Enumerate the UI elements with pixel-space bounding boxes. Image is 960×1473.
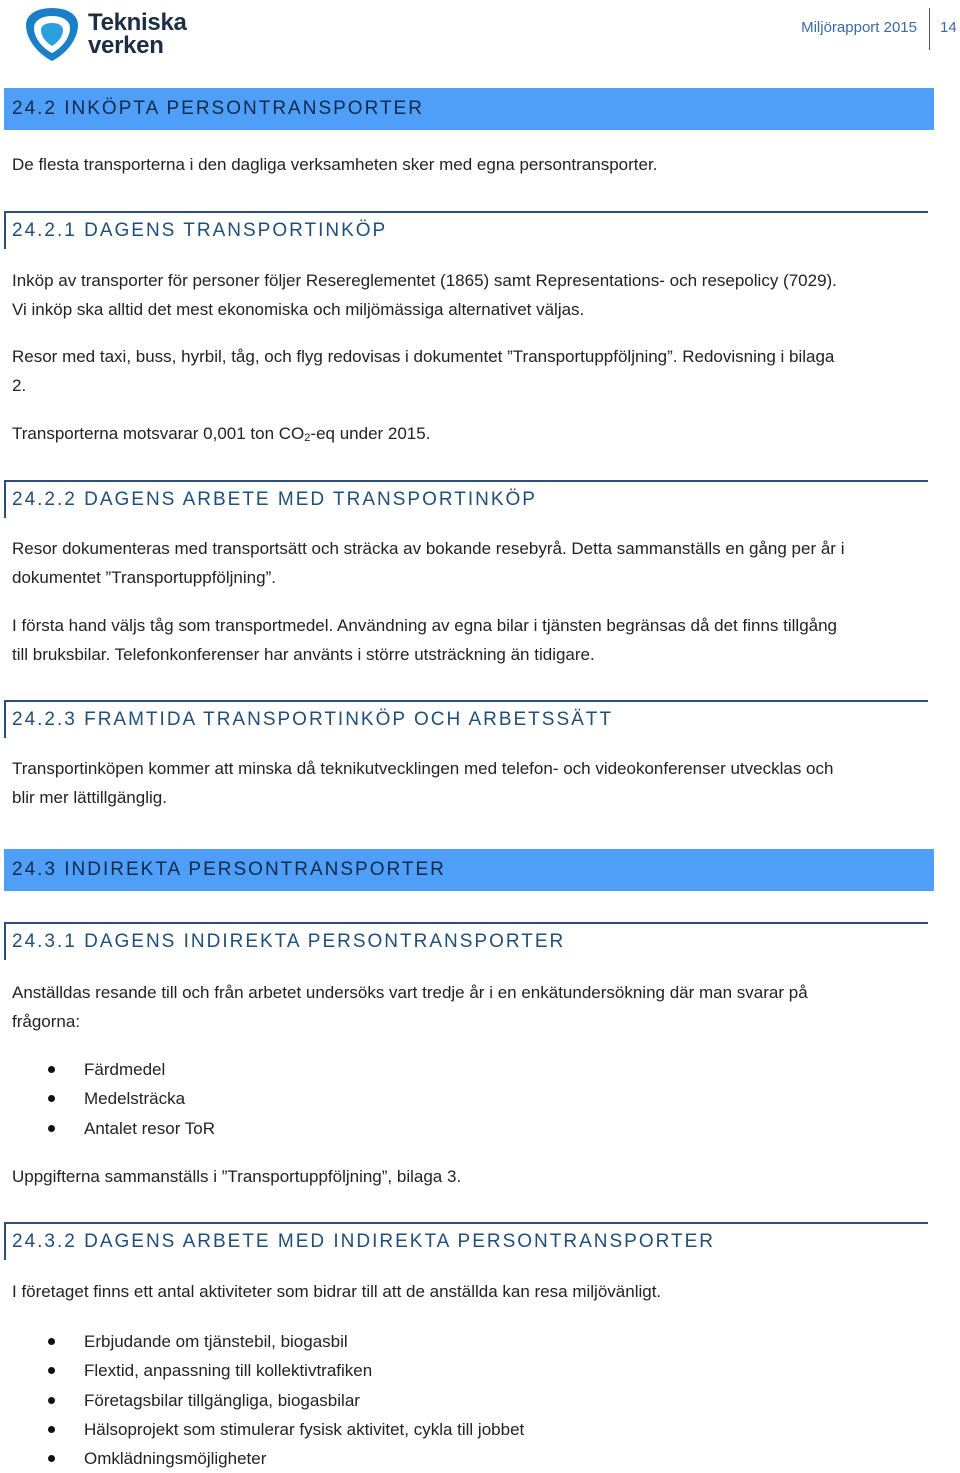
- paragraph-line: 2.: [12, 376, 27, 395]
- paragraph-line: Resor med taxi, buss, hyrbil, tåg, och flyg redovisas i dokumentet ”Transportuppföljning”. Redovisning i bilaga: [12, 347, 835, 366]
- co2-paragraph: Transporterna motsvarar 0,001 ton $CO_2-eq$ under 2015.: [12, 424, 431, 444]
- paragraph-line: dokumentet ”Transportuppföljning”.: [12, 568, 276, 587]
- paragraph: Uppgifterna sammanställs i ”Transportuppföljning”, bilaga 3.: [12, 1167, 462, 1186]
- logo-wordmark: Tekniska verken: [88, 9, 187, 59]
- bullet-icon: [48, 1338, 55, 1345]
- paragraph: [12, 342, 922, 400]
- tekniska-verken-logo: [22, 5, 202, 63]
- report-title: Miljörapport 2015: [801, 19, 917, 36]
- paragraph-line: Resor dokumenteras med transportsätt och sträcka av bokande resebyrå. Detta sammanställs en gång per år i: [12, 539, 845, 558]
- paragraph: [12, 611, 922, 669]
- paragraph-line: Inköp av transporter för personer följer Resereglementet (1865) samt Representations- och resepolicy (7029).: [12, 271, 837, 290]
- section-heading-24-2: 24.2 INKÖPTA PERSONTRANSPORTER: [4, 88, 934, 130]
- bullet-icon: [48, 1125, 55, 1132]
- paragraph: [12, 266, 922, 324]
- paragraph: [12, 754, 922, 812]
- bullet-icon: [48, 1455, 55, 1462]
- paragraph: [12, 978, 922, 1036]
- subsection-heading-24-3-1: 24.3.1 DAGENS INDIREKTA PERSONTRANSPORTER: [4, 922, 928, 960]
- bullet-icon: [48, 1066, 55, 1073]
- paragraph-line: blir mer lättillgänglig.: [12, 788, 167, 807]
- paragraph-line: I första hand väljs tåg som transportmedel. Användning av egna bilar i tjänsten begränsas då det finns tillgång: [12, 616, 838, 635]
- page-header: [0, 0, 960, 70]
- page-number: 14: [940, 19, 957, 36]
- paragraph-line: till bruksbilar. Telefonkonferenser har använts i större utsträckning än tidigare.: [12, 645, 595, 664]
- paragraph: [12, 534, 922, 592]
- logo-shield-icon: [22, 5, 82, 63]
- subsection-heading-24-3-2: 24.3.2 DAGENS ARBETE MED INDIREKTA PERSONTRANSPORTER: [4, 1222, 928, 1260]
- bullet-icon: [48, 1397, 55, 1404]
- paragraph: I företaget finns ett antal aktiviteter som bidrar till att de anställda kan resa miljövänligt.: [12, 1282, 662, 1301]
- paragraph-line: Transportinköpen kommer att minska då teknikutvecklingen med telefon- och videokonferenser utvecklas och: [12, 759, 834, 778]
- section-heading-24-3: 24.3 INDIREKTA PERSONTRANSPORTER: [4, 849, 934, 891]
- paragraph-line: Vi inköp ska alltid det mest ekonomiska och miljömässiga alternativet väljas.: [12, 300, 585, 319]
- subsection-heading-24-2-3: 24.2.3 FRAMTIDA TRANSPORTINKÖP OCH ARBETSSÄTT: [4, 700, 928, 738]
- bullet-icon: [48, 1095, 55, 1102]
- paragraph-line: Anställdas resande till och från arbetet undersöks vart tredje år i en enkätundersökning där man svarar på: [12, 983, 808, 1002]
- bullet-icon: [48, 1426, 55, 1433]
- bullet-icon: [48, 1367, 55, 1374]
- section-24-2-intro: De flesta transporterna i den dagliga verksamheten sker med egna persontransporter.: [12, 155, 658, 174]
- header-divider: [929, 8, 930, 50]
- subsection-heading-24-2-2: 24.2.2 DAGENS ARBETE MED TRANSPORTINKÖP: [4, 480, 928, 518]
- paragraph-line: frågorna:: [12, 1012, 81, 1031]
- subsection-heading-24-2-1: 24.2.1 DAGENS TRANSPORTINKÖP: [4, 211, 928, 249]
